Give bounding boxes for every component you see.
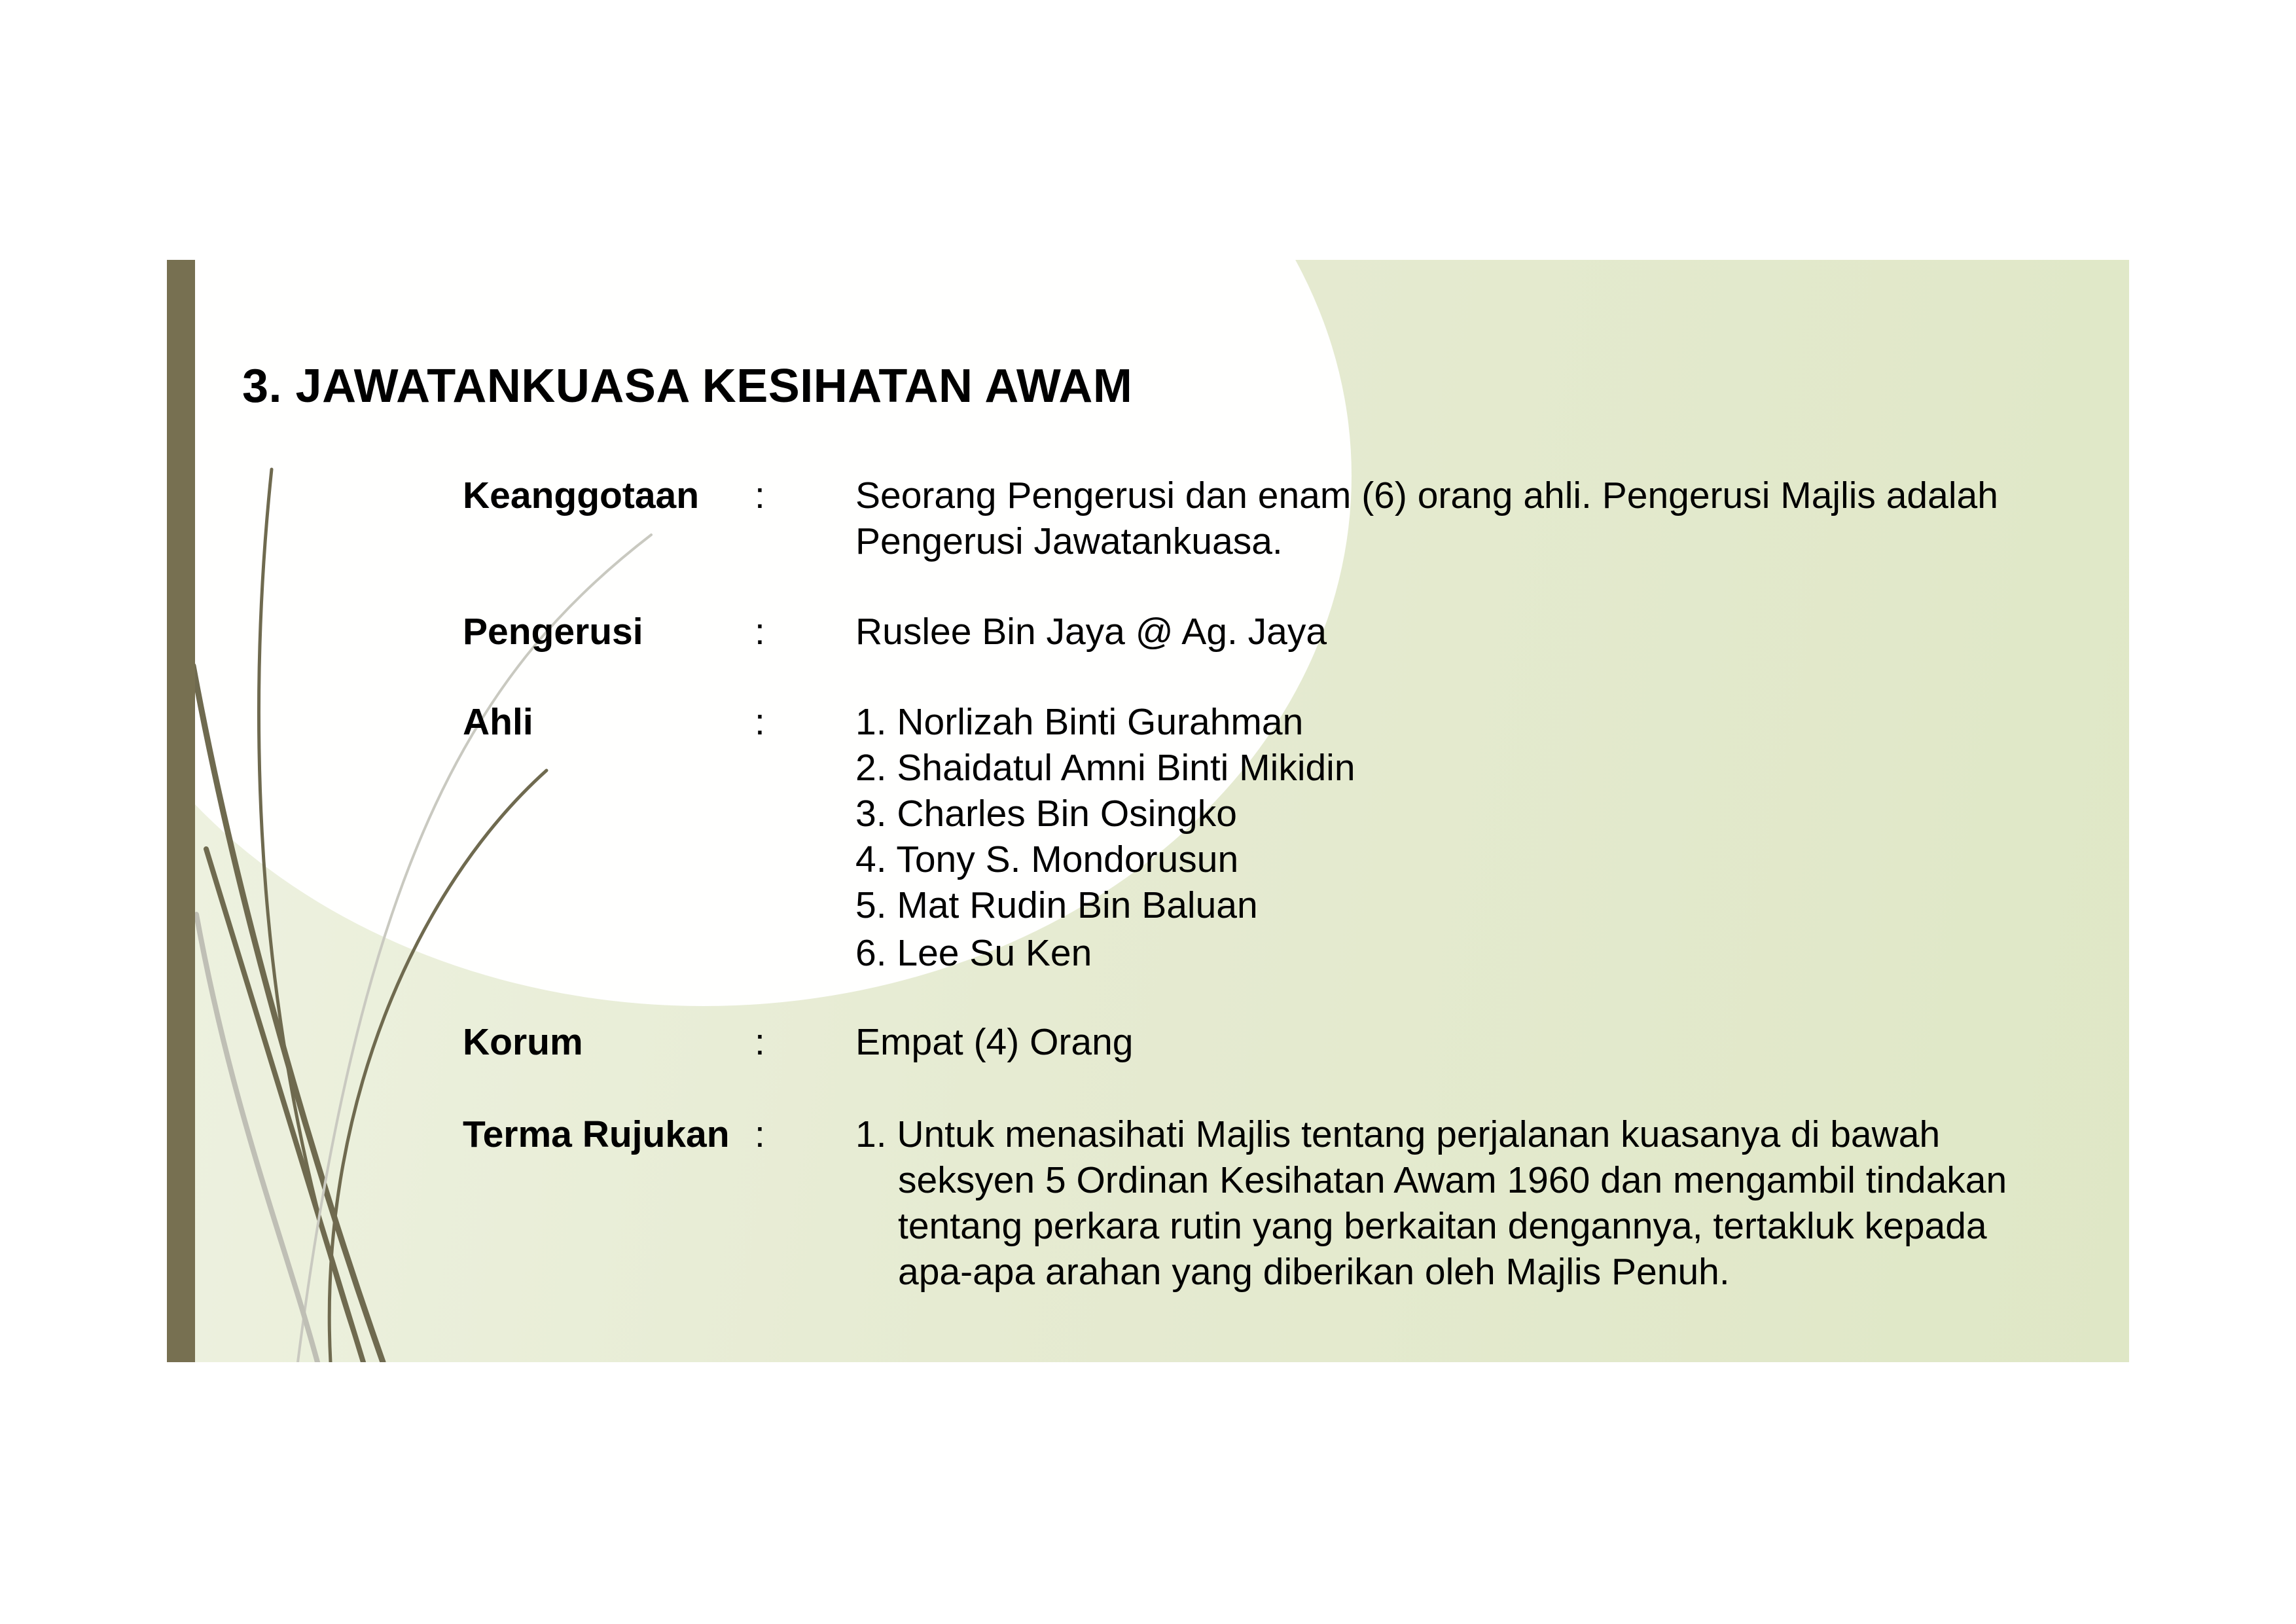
label-keanggotaan: Keanggotaan [463,475,700,516]
colon: : [755,611,765,653]
value-keanggotaan [855,473,1998,564]
value-terma-rujukan [855,1111,2007,1295]
colon: : [755,701,765,743]
colon: : [755,1021,765,1063]
list-item: 5. Mat Rudin Bin Baluan [855,884,1258,926]
slide-title: 3. JAWATANKUASA KESIHATAN AWAM [242,360,1133,412]
list-item: 6. Lee Su Ken [855,932,1092,974]
value-korum: Empat (4) Orang [855,1021,1134,1063]
label-korum: Korum [463,1021,583,1063]
grass-blade-shape [196,914,317,1362]
colon: : [755,1113,765,1155]
text-line: Pengerusi Jawatankuasa. [855,520,1283,562]
value-pengerusi: Ruslee Bin Jaya @ Ag. Jaya [855,611,1327,653]
label-ahli: Ahli [463,701,533,743]
text-line: Seorang Pengerusi dan enam (6) orang ahli. Pengerusi Majlis adalah [855,475,1998,516]
list-item: 1. Norlizah Binti Gurahman [855,701,1304,743]
slide [167,260,2129,1362]
text-line: apa-apa arahan yang diberikan oleh Majlis Penuh. [898,1251,1730,1293]
colon: : [755,475,765,516]
label-pengerusi: Pengerusi [463,611,643,653]
list-item: 2. Shaidatul Amni Binti Mikidin [855,747,1355,789]
label-terma-rujukan: Terma Rujukan [463,1113,730,1155]
accent-bar [167,260,195,1362]
text-line: 1. Untuk menasihati Majlis tentang perjalanan kuasanya di bawah [855,1113,1941,1155]
members-list [855,699,1355,976]
list-item: 3. Charles Bin Osingko [855,793,1237,835]
text-line: seksyen 5 Ordinan Kesihatan Awam 1960 dan mengambil tindakan [898,1159,2007,1201]
text-line: tentang perkara rutin yang berkaitan dengannya, tertakluk kepada [898,1205,1987,1247]
list-item: 4. Tony S. Mondorusun [855,839,1239,880]
